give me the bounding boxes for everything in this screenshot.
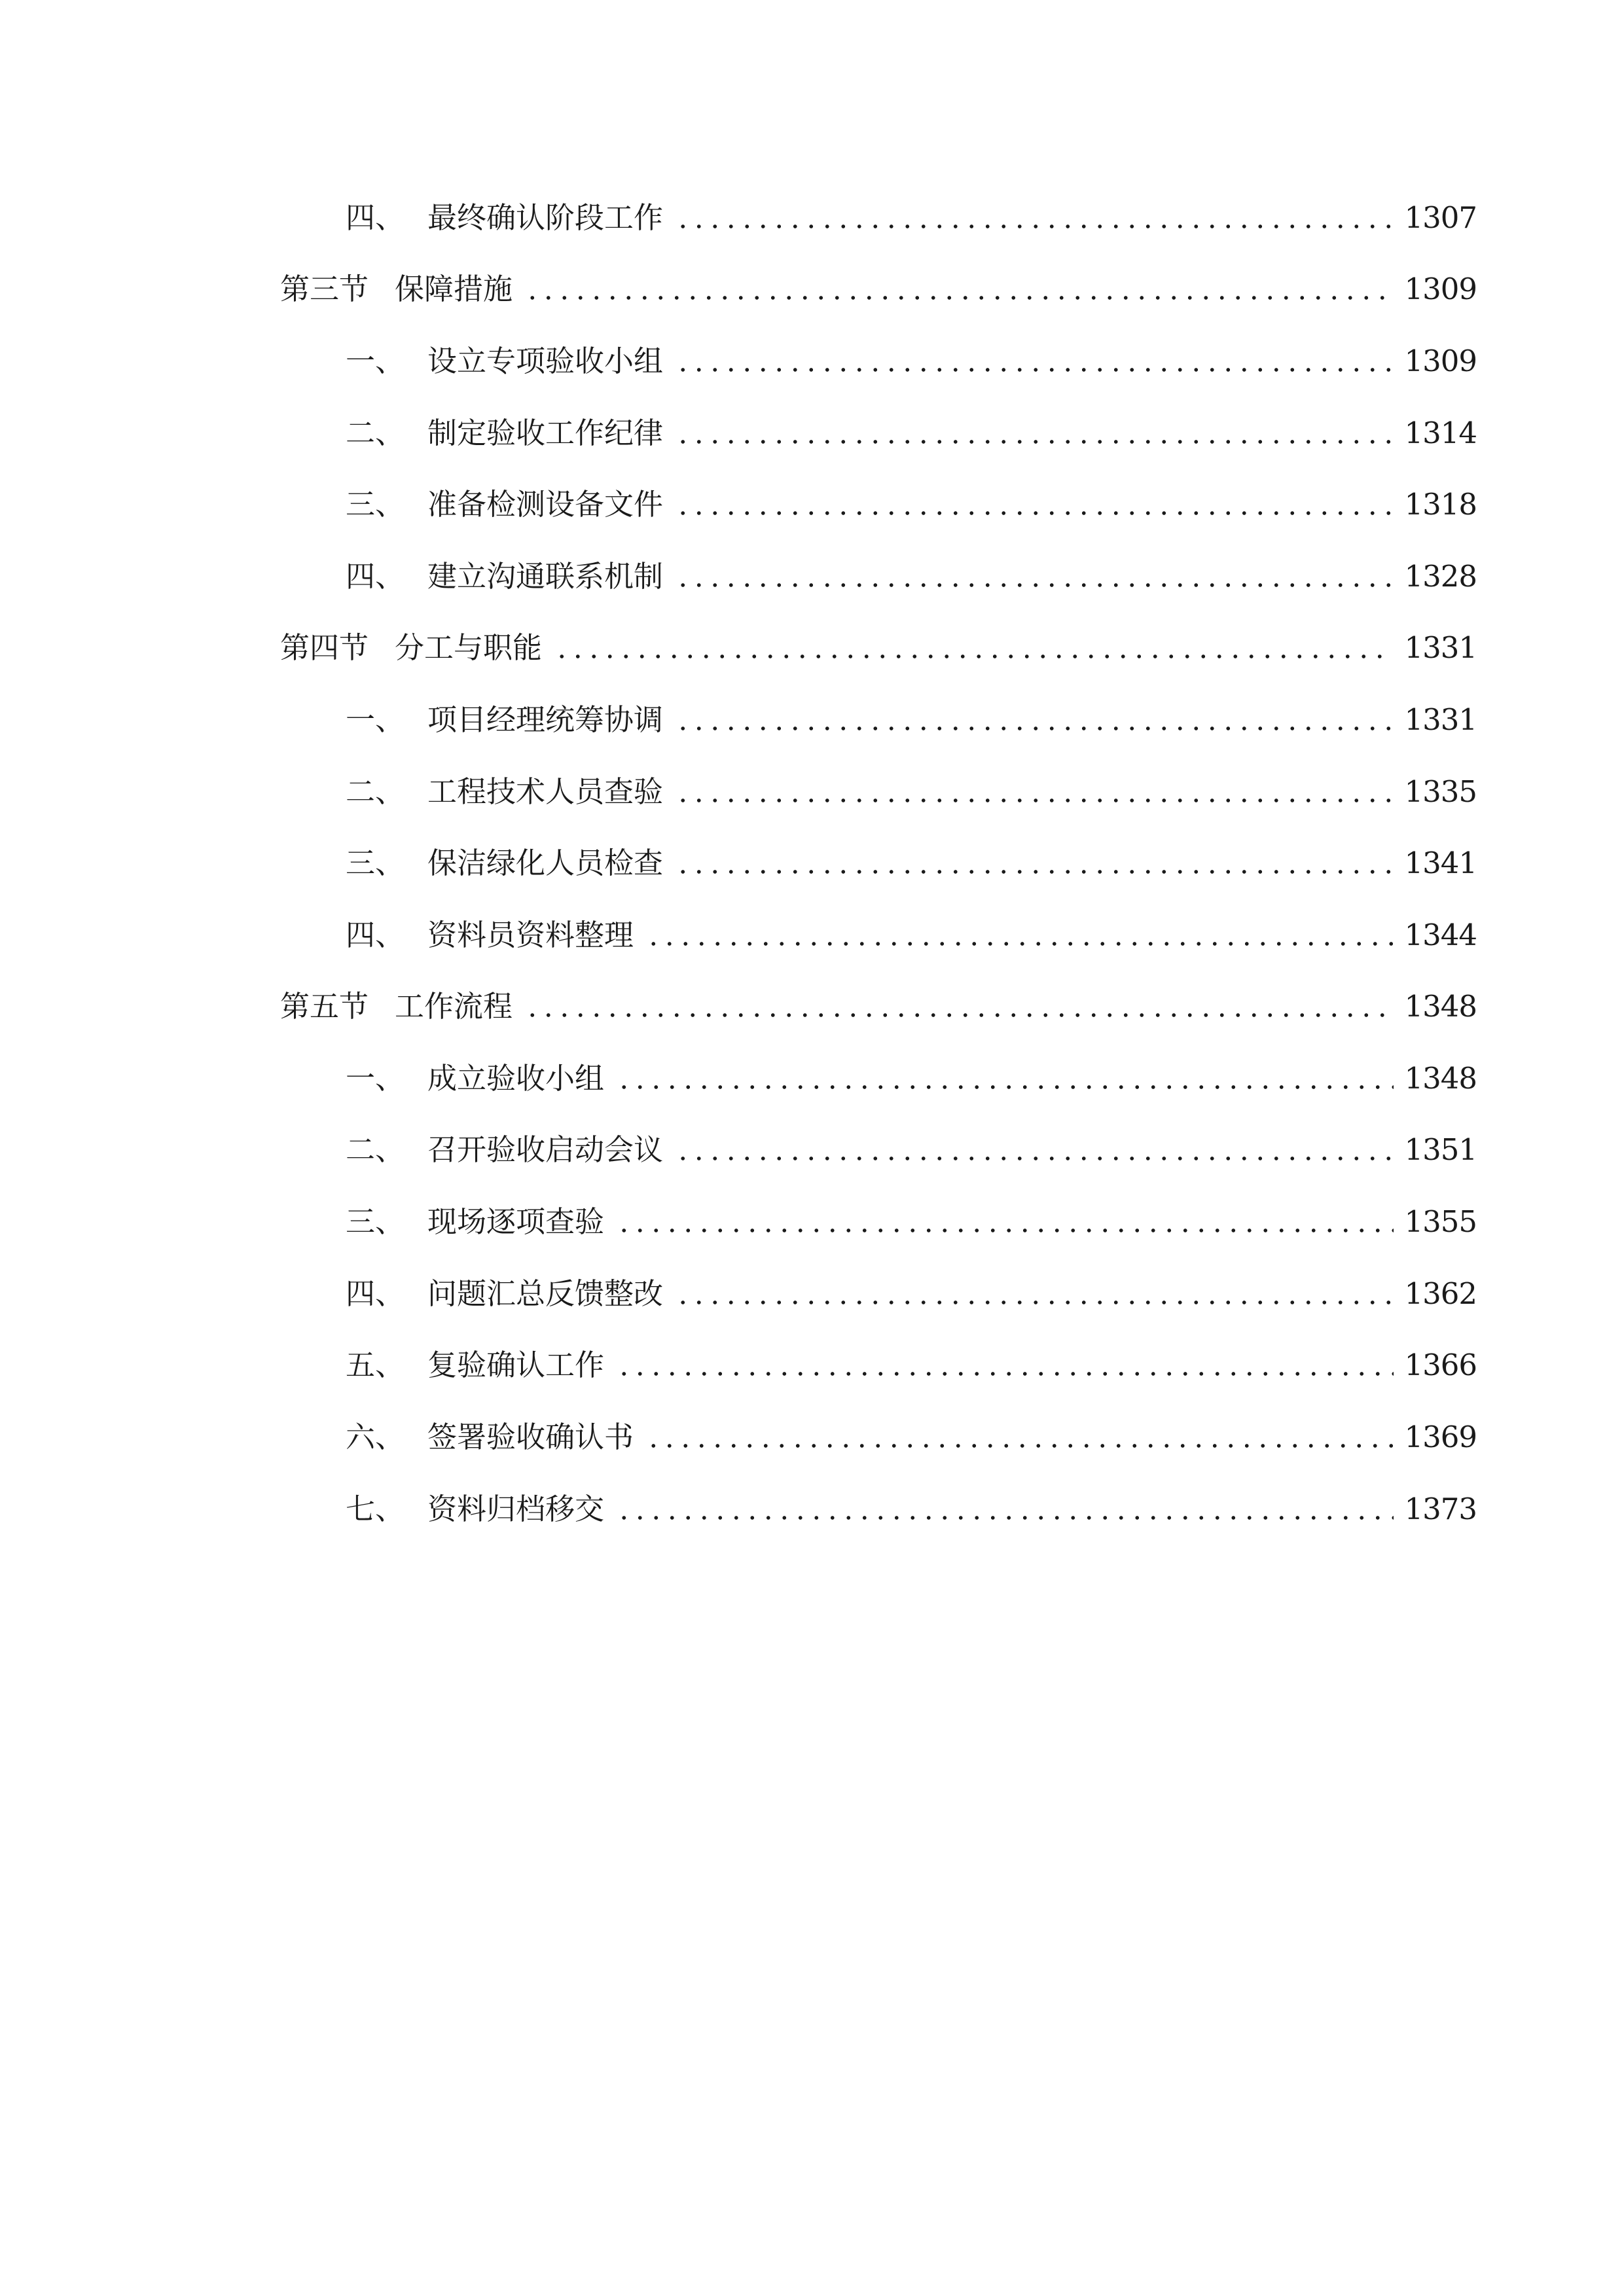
toc-entry[interactable] (346, 478, 1477, 531)
toc-entry[interactable] (346, 694, 1477, 746)
dot-leader (672, 335, 1394, 387)
toc-entry-page: 1335 (1404, 774, 1477, 809)
toc-entry-page: 1362 (1404, 1276, 1477, 1311)
toc-entry-number: 一、 (346, 702, 405, 737)
toc-entry[interactable] (346, 766, 1477, 818)
dot-leader (672, 694, 1394, 746)
toc-entry-page: 1331 (1404, 630, 1477, 665)
toc-entry-page: 1348 (1404, 1061, 1477, 1096)
toc-entry-title: 准备检测设备文件 (427, 487, 664, 522)
toc-entry-title: 签署验收确认书 (427, 1420, 634, 1454)
dot-leader (613, 1339, 1394, 1391)
toc-entry-page: 1328 (1404, 559, 1477, 594)
toc-entry-page: 1373 (1404, 1492, 1477, 1526)
toc-entry-number: 四、 (346, 1276, 405, 1311)
toc-entry-page: 1341 (1404, 846, 1477, 880)
toc-entry-page: 1309 (1404, 272, 1477, 306)
dot-leader (672, 1268, 1394, 1320)
toc-entry-title: 问题汇总反馈整改 (427, 1276, 664, 1311)
dot-leader (551, 622, 1394, 674)
toc-entry-number: 三、 (346, 1204, 405, 1239)
toc-entry-page: 1309 (1404, 344, 1477, 378)
toc-entry-title: 保障措施 (395, 272, 513, 306)
dot-leader (672, 407, 1394, 459)
toc-entry-number: 二、 (346, 1132, 405, 1167)
toc-entry[interactable] (346, 1124, 1477, 1176)
toc-entry-page: 1366 (1404, 1348, 1477, 1382)
toc-entry-number: 四、 (346, 200, 405, 235)
toc-entry-page: 1307 (1404, 200, 1477, 235)
toc-entry-number: 一、 (346, 1061, 405, 1096)
dot-leader (672, 766, 1394, 818)
dot-leader (522, 263, 1394, 315)
dot-leader (613, 1052, 1394, 1105)
toc-entry-number: 六、 (346, 1420, 405, 1454)
toc-entry-number: 一、 (346, 344, 405, 378)
toc-entry-title: 工程技术人员查验 (427, 774, 664, 809)
toc-entry-title: 最终确认阶段工作 (427, 200, 664, 235)
toc-entry-page: 1331 (1404, 702, 1477, 737)
toc-entry-number: 第四节 (280, 630, 369, 665)
toc-entry-number: 二、 (346, 774, 405, 809)
dot-leader (522, 980, 1394, 1033)
toc-entry-title: 复验确认工作 (427, 1348, 605, 1382)
toc-entry-page: 1369 (1404, 1420, 1477, 1454)
dot-leader (672, 837, 1394, 889)
toc-entry-page: 1318 (1404, 487, 1477, 522)
toc-entry[interactable] (346, 550, 1477, 603)
toc-entry[interactable] (280, 622, 1477, 674)
toc-entry[interactable] (346, 837, 1477, 889)
toc-entry-number: 二、 (346, 416, 405, 450)
toc-entry-number: 五、 (346, 1348, 405, 1382)
toc-entry-title: 成立验收小组 (427, 1061, 605, 1096)
dot-leader (672, 1124, 1394, 1176)
toc-entry[interactable] (346, 1339, 1477, 1391)
toc-entry-title: 设立专项验收小组 (427, 344, 664, 378)
dot-leader (672, 478, 1394, 531)
toc-entry-title: 资料归档移交 (427, 1492, 605, 1526)
toc-entry-number: 三、 (346, 846, 405, 880)
toc-entry-number: 七、 (346, 1492, 405, 1526)
toc-entry-page: 1344 (1404, 918, 1477, 952)
toc-entry[interactable] (346, 1483, 1477, 1535)
toc-entry[interactable] (346, 192, 1477, 244)
toc-entry-title: 分工与职能 (395, 630, 543, 665)
toc-entry[interactable] (280, 980, 1477, 1033)
toc-entry-number: 四、 (346, 918, 405, 952)
toc-entry[interactable] (346, 1411, 1477, 1463)
toc-entry-title: 项目经理统筹协调 (427, 702, 664, 737)
toc-entry-number: 四、 (346, 559, 405, 594)
toc-entry[interactable] (346, 335, 1477, 387)
toc-entry-title: 召开验收启动会议 (427, 1132, 664, 1167)
toc-entry-number: 第五节 (280, 989, 369, 1024)
dot-leader (643, 1411, 1394, 1463)
toc-entry[interactable] (346, 1196, 1477, 1248)
toc-entry-number: 第三节 (280, 272, 369, 306)
toc-entry-title: 现场逐项查验 (427, 1204, 605, 1239)
toc-entry-page: 1314 (1404, 416, 1477, 450)
toc-entry[interactable] (346, 1268, 1477, 1320)
toc-entry-page: 1348 (1404, 989, 1477, 1024)
dot-leader (672, 192, 1394, 244)
toc-entry[interactable] (280, 263, 1477, 315)
toc-entry-title: 制定验收工作纪律 (427, 416, 664, 450)
dot-leader (613, 1483, 1394, 1535)
toc-entry-title: 保洁绿化人员检查 (427, 846, 664, 880)
toc-entry[interactable] (346, 1052, 1477, 1105)
toc-entry[interactable] (346, 909, 1477, 961)
dot-leader (672, 550, 1394, 603)
dot-leader (613, 1196, 1394, 1248)
toc-entry-title: 建立沟通联系机制 (427, 559, 664, 594)
toc-entry-page: 1351 (1404, 1132, 1477, 1167)
toc-entry-number: 三、 (346, 487, 405, 522)
toc-entry-title: 工作流程 (395, 989, 513, 1024)
toc-entry-page: 1355 (1404, 1204, 1477, 1239)
toc-entry-title: 资料员资料整理 (427, 918, 634, 952)
toc-entry[interactable] (346, 407, 1477, 459)
dot-leader (643, 909, 1394, 961)
